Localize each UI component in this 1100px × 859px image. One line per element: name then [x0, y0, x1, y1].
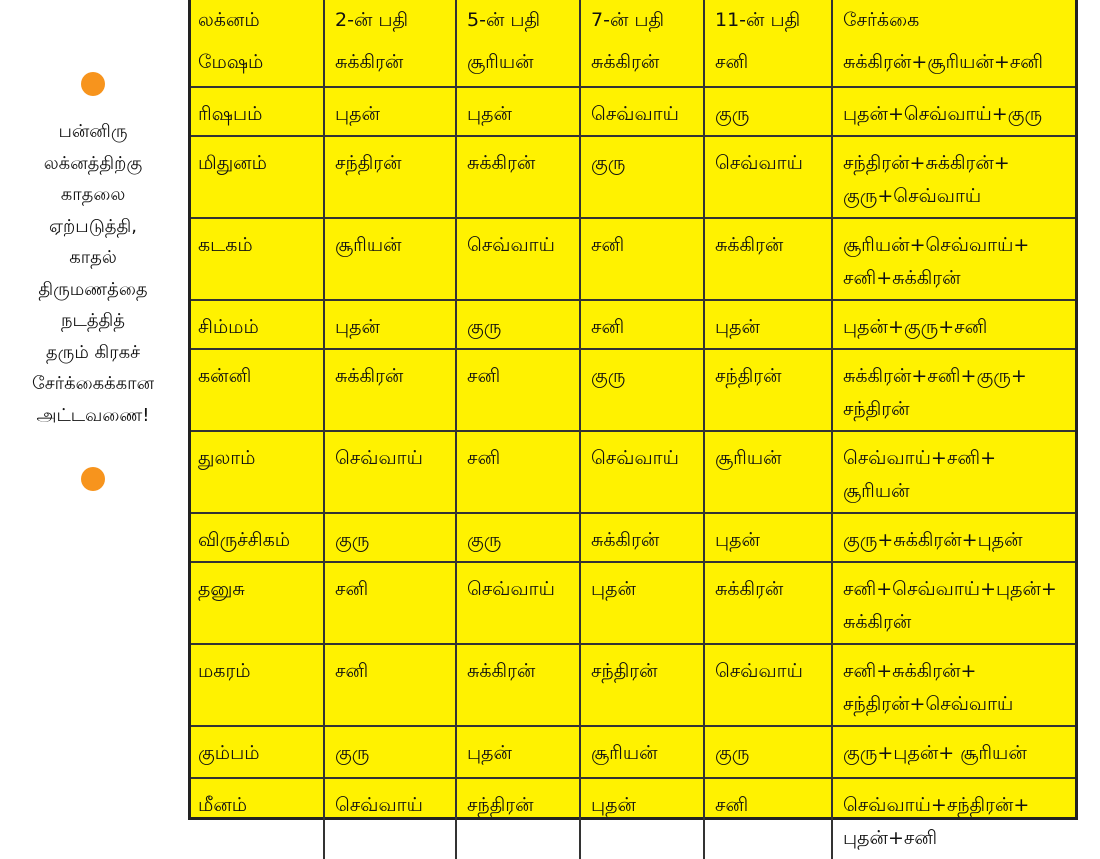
cell-2nd-lord: சனி — [324, 562, 456, 644]
cell-11th-lord: செவ்வாய் — [704, 644, 832, 726]
table-row — [191, 349, 1075, 431]
table-header-row — [191, 0, 1075, 42]
caption-line: பன்னிரு — [58, 121, 128, 142]
table-row — [191, 136, 1075, 218]
cell-2nd-lord: செவ்வாய் — [324, 431, 456, 513]
cell-combination: புதன்+செவ்வாய்+குரு — [832, 87, 1075, 136]
cell-lagnam: தனுசு — [191, 562, 324, 644]
header-2nd-lord: 2-ன் பதி — [324, 0, 456, 42]
header-lagnam: லக்னம் — [191, 0, 324, 42]
cell-5th-lord: குரு — [456, 513, 580, 562]
cell-7th-lord: செவ்வாய் — [580, 87, 704, 136]
table-row — [191, 778, 1075, 859]
cell-2nd-lord: சனி — [324, 644, 456, 726]
cell-7th-lord: சனி — [580, 218, 704, 300]
cell-11th-lord: சனி — [704, 42, 832, 87]
cell-5th-lord: செவ்வாய் — [456, 562, 580, 644]
cell-7th-lord: சுக்கிரன் — [580, 42, 704, 87]
cell-combination: சூரியன்+செவ்வாய்+ சனி+சுக்கிரன் — [832, 218, 1075, 300]
cell-lagnam: ரிஷபம் — [191, 87, 324, 136]
cell-11th-lord: சுக்கிரன் — [704, 562, 832, 644]
caption-line: ஏற்படுத்தி, — [49, 215, 137, 237]
cell-7th-lord: சுக்கிரன் — [580, 513, 704, 562]
cell-combination: சுக்கிரன்+சனி+குரு+ சந்திரன் — [832, 349, 1075, 431]
cell-combination: புதன்+குரு+சனி — [832, 300, 1075, 349]
cell-5th-lord: செவ்வாய் — [456, 218, 580, 300]
cell-11th-lord: செவ்வாய் — [704, 136, 832, 218]
cell-7th-lord: குரு — [580, 349, 704, 431]
cell-lagnam: மீனம் — [191, 778, 324, 859]
cell-5th-lord: சந்திரன் — [456, 778, 580, 859]
cell-5th-lord: புதன் — [456, 726, 580, 778]
cell-11th-lord: சனி — [704, 778, 832, 859]
caption-line: லக்னத்திற்கு — [43, 152, 143, 174]
table-row — [191, 431, 1075, 513]
cell-combination: சந்திரன்+சுக்கிரன்+ குரு+செவ்வாய் — [832, 136, 1075, 218]
cell-7th-lord: புதன் — [580, 562, 704, 644]
cell-5th-lord: குரு — [456, 300, 580, 349]
table-row — [191, 218, 1075, 300]
caption-line: சேர்க்கைக்கான — [31, 373, 155, 394]
header-11th-lord: 11-ன் பதி — [704, 0, 832, 42]
cell-7th-lord: சந்திரன் — [580, 644, 704, 726]
orange-dot-icon — [81, 467, 105, 491]
cell-lagnam: கன்னி — [191, 349, 324, 431]
table-row — [191, 42, 1075, 87]
table-row — [191, 726, 1075, 778]
cell-11th-lord: சூரியன் — [704, 431, 832, 513]
cell-7th-lord: செவ்வாய் — [580, 431, 704, 513]
cell-7th-lord: சனி — [580, 300, 704, 349]
cell-combination: செவ்வாய்+சனி+ சூரியன் — [832, 431, 1075, 513]
orange-dot-icon — [81, 72, 105, 96]
cell-5th-lord: சுக்கிரன் — [456, 644, 580, 726]
cell-lagnam: விருச்சிகம் — [191, 513, 324, 562]
cell-7th-lord: குரு — [580, 136, 704, 218]
cell-7th-lord: புதன் — [580, 778, 704, 859]
cell-2nd-lord: குரு — [324, 513, 456, 562]
cell-lagnam: மிதுனம் — [191, 136, 324, 218]
cell-11th-lord: குரு — [704, 87, 832, 136]
table-row — [191, 562, 1075, 644]
caption-line: அட்டவணை! — [36, 404, 150, 426]
lagna-combination-table — [188, 0, 1078, 849]
caption-line: காதல் — [69, 247, 117, 268]
header-5th-lord: 5-ன் பதி — [456, 0, 580, 42]
caption-line: திருமணத்தை — [38, 278, 148, 300]
cell-2nd-lord: சூரியன் — [324, 218, 456, 300]
cell-lagnam: மேஷம் — [191, 42, 324, 87]
cell-11th-lord: புதன் — [704, 513, 832, 562]
cell-11th-lord: சுக்கிரன் — [704, 218, 832, 300]
cell-11th-lord: சந்திரன் — [704, 349, 832, 431]
cell-11th-lord: புதன் — [704, 300, 832, 349]
cell-2nd-lord: குரு — [324, 726, 456, 778]
cell-2nd-lord: புதன் — [324, 87, 456, 136]
cell-11th-lord: குரு — [704, 726, 832, 778]
cell-5th-lord: புதன் — [456, 87, 580, 136]
header-combination: சேர்க்கை — [832, 0, 1075, 42]
cell-combination: குரு+புதன்+ சூரியன் — [832, 726, 1075, 778]
table-row — [191, 513, 1075, 562]
cell-7th-lord: சூரியன் — [580, 726, 704, 778]
header-7th-lord: 7-ன் பதி — [580, 0, 704, 42]
cell-5th-lord: சனி — [456, 349, 580, 431]
cell-lagnam: மகரம் — [191, 644, 324, 726]
cell-5th-lord: சனி — [456, 431, 580, 513]
cell-lagnam: கடகம் — [191, 218, 324, 300]
cell-lagnam: சிம்மம் — [191, 300, 324, 349]
caption-line: காதலை — [60, 184, 126, 205]
caption-line: நடத்தித் — [60, 310, 126, 331]
cell-combination: சனி+செவ்வாய்+புதன்+ சுக்கிரன் — [832, 562, 1075, 644]
cell-5th-lord: சுக்கிரன் — [456, 136, 580, 218]
cell-5th-lord: சூரியன் — [456, 42, 580, 87]
table-row — [191, 300, 1075, 349]
cell-combination: குரு+சுக்கிரன்+புதன் — [832, 513, 1075, 562]
cell-lagnam: கும்பம் — [191, 726, 324, 778]
cell-2nd-lord: செவ்வாய் — [324, 778, 456, 859]
cell-2nd-lord: சுக்கிரன் — [324, 349, 456, 431]
sidebar-caption — [0, 0, 186, 828]
cell-lagnam: துலாம் — [191, 431, 324, 513]
cell-2nd-lord: சந்திரன் — [324, 136, 456, 218]
cell-combination: செவ்வாய்+சந்திரன்+ புதன்+சனி — [832, 778, 1075, 859]
cell-combination: சுக்கிரன்+சூரியன்+சனி — [832, 42, 1075, 87]
table-row — [191, 644, 1075, 726]
cell-2nd-lord: சுக்கிரன் — [324, 42, 456, 87]
caption-line: தரும் கிரகச் — [45, 341, 141, 363]
table-row — [191, 87, 1075, 136]
cell-2nd-lord: புதன் — [324, 300, 456, 349]
cell-combination: சனி+சுக்கிரன்+ சந்திரன்+செவ்வாய் — [832, 644, 1075, 726]
caption-text — [0, 116, 186, 431]
